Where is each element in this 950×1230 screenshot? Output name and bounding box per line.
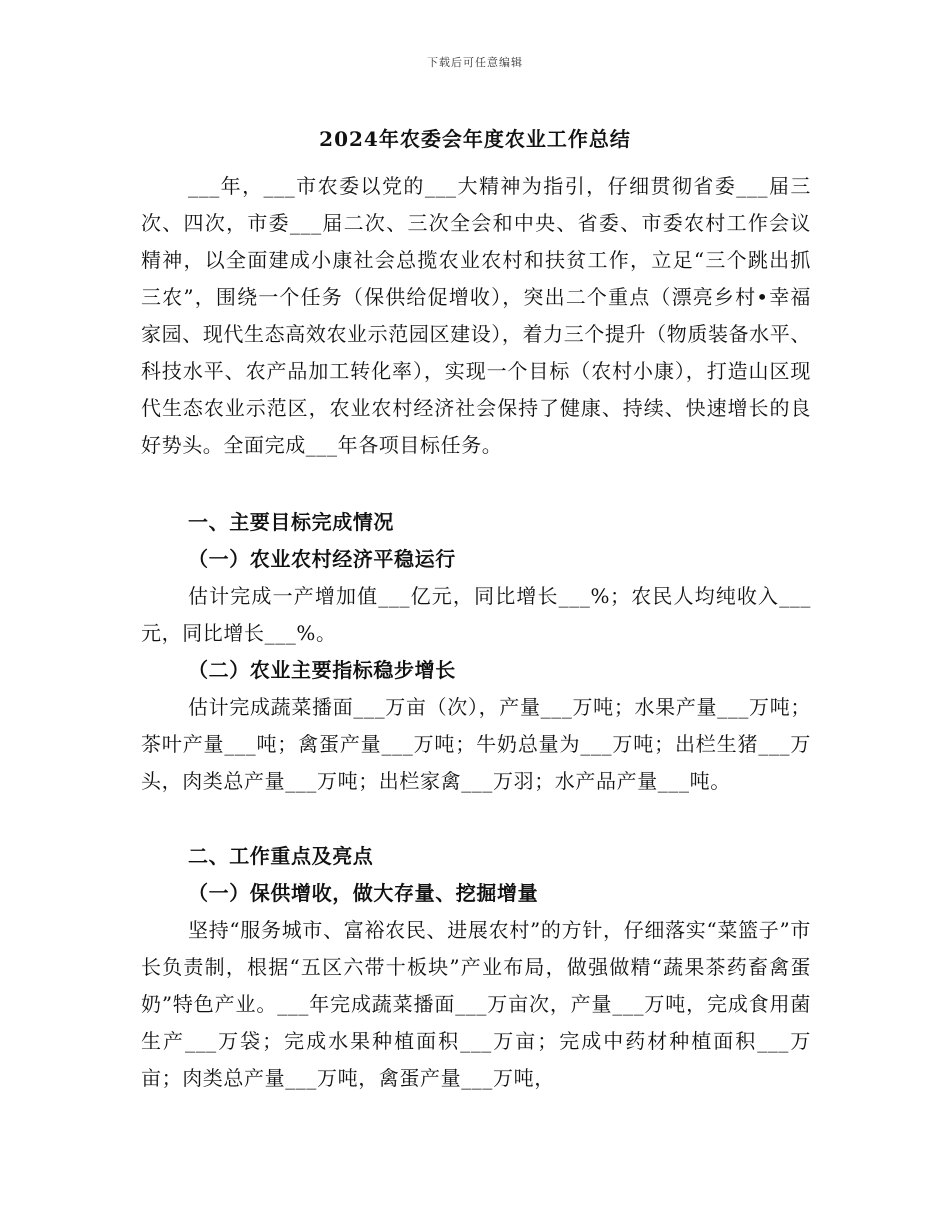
- section-1-sub-1-heading: （一）农业农村经济平稳运行: [188, 547, 456, 571]
- section-1-heading: 一、主要目标完成情况: [188, 510, 394, 534]
- section-2-sub-1-heading: （一）保供增收，做大存量、挖掘增量: [188, 881, 539, 905]
- intro-paragraph: ___年，___市农委以党的___大精神为指引，仔细贯彻省委___届三次、四次，市委___届二次、三次全会和中央、省委、市委农村工作会议精神，以全面建成小康社会总揽农业农村和扶贫工作，立足“三个跳出抓三农”，围绕一个任务（保供给促增收），突出二个重点（漂亮乡村•幸福家园、现代生态高效农业示范园区建设），着力三个提升（物质装备水平、科技水平、农产品加工转化率），实现一个目标（农村小康），打造山区现代生态农业示范区，农业农村经济社会保持了健康、持续、快速增长的良好势头。全面完成___年各项目标任务。: [141, 174, 811, 457]
- section-2-heading: 二、工作重点及亮点: [188, 844, 374, 868]
- section-2-sub-1-text: 坚持“服务城市、富裕农民、进展农村”的方针，仔细落实“菜篮子”市长负责制，根据“五区六带十板块”产业布局，做强做精“蔬果茶药畜禽蛋奶”特色产业。___年完成蔬菜播面___万亩次，产量___万吨，完成食用菌生产___万袋；完成水果种植面积___万亩；完成中药材种植面积___万亩；肉类总产量___万吨，禽蛋产量___万吨，: [141, 918, 811, 1090]
- section-1-sub-1-text: 估计完成一产增加值___亿元，同比增长___%；农民人均纯收入___元，同比增长___%。: [141, 584, 811, 645]
- document-title: 2024年农委会年度农业工作总结: [319, 127, 631, 151]
- section-1-sub-2-heading: （二）农业主要指标稳步增长: [188, 658, 456, 682]
- header-note: 下载后可任意编辑: [427, 56, 523, 69]
- section-1-sub-2-text: 估计完成蔬菜播面___万亩（次），产量___万吨；水果产量___万吨；茶叶产量___吨；禽蛋产量___万吨；牛奶总量为___万吨；出栏生猪___万头，肉类总产量___万吨；出栏家禽___万羽；水产品产量___吨。: [141, 695, 811, 793]
